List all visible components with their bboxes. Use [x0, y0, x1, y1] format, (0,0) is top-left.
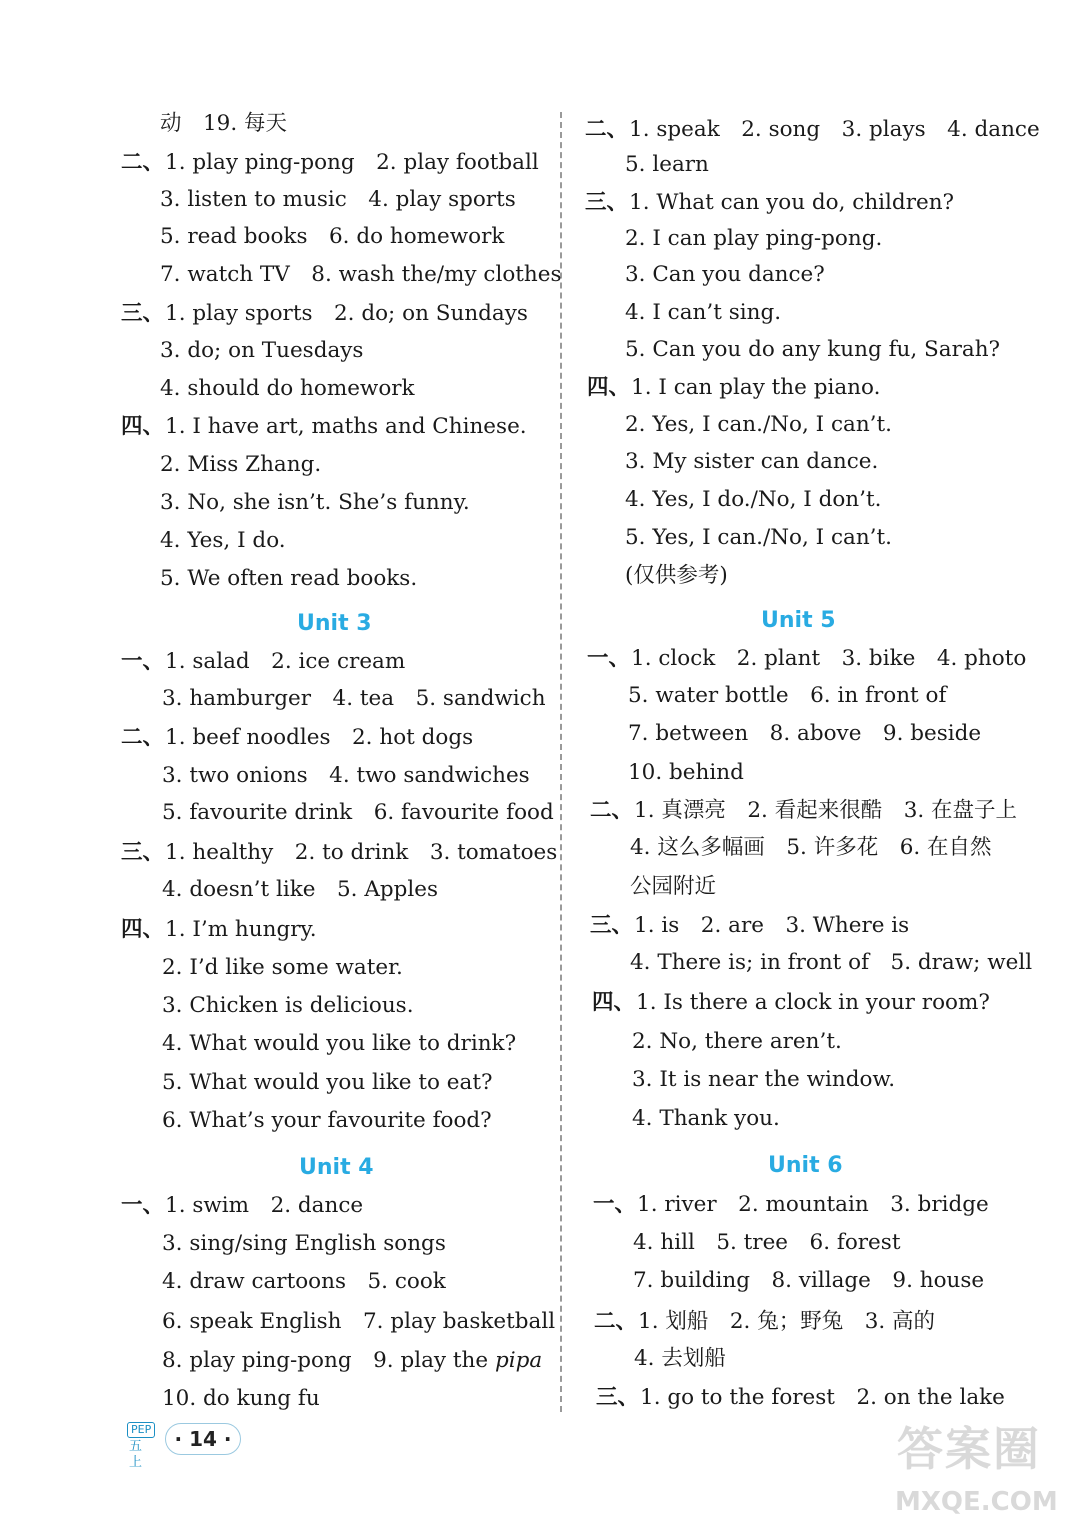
answer-line: 3. No, she isn’t. She’s funny.	[160, 490, 470, 515]
answer-line: 5. water bottle 6. in front of	[628, 683, 947, 708]
answer-line: 3. It is near the window.	[632, 1067, 896, 1092]
reference-note: (仅供参考)	[625, 563, 728, 588]
answer-line: 4. I can’t sing.	[625, 300, 782, 325]
answer-line: 5. learn	[625, 152, 709, 177]
answer-line: 二、1. 划船 2. 兔；野兔 3. 高的	[594, 1309, 936, 1334]
section-marker: 四、	[121, 414, 165, 439]
answer-line: 5. read books 6. do homework	[160, 224, 505, 249]
section-marker: 四、	[592, 990, 636, 1015]
column-divider	[560, 112, 562, 1412]
answer-line: 4. Thank you.	[632, 1106, 780, 1131]
answer-line: 7. watch TV 8. wash the/my clothes	[160, 262, 562, 287]
answer-line: 4. 这么多幅画 5. 许多花 6. 在自然	[630, 835, 992, 860]
section-marker: 二、	[590, 798, 634, 823]
section-marker: 一、	[121, 649, 165, 674]
section-marker: 一、	[587, 646, 631, 671]
unit-heading: Unit 5	[761, 608, 836, 633]
answer-line: 四、1. I’m hungry.	[121, 917, 317, 942]
answer-line: 4. hill 5. tree 6. forest	[633, 1230, 901, 1255]
answer-line: 2. Yes, I can./No, I can’t.	[625, 412, 892, 437]
answer-line: 3. two onions 4. two sandwiches	[162, 763, 530, 788]
answer-line: 2. No, there aren’t.	[632, 1029, 842, 1054]
answer-line: 5. Yes, I can./No, I can’t.	[625, 525, 892, 550]
answer-line: 四、1. Is there a clock in your room?	[592, 990, 990, 1015]
answer-line: 2. I’d like some water.	[162, 955, 403, 980]
answer-line: 4. 去划船	[634, 1346, 726, 1371]
answer-line: 5. We often read books.	[160, 566, 418, 591]
answer-line: 7. building 8. village 9. house	[633, 1268, 985, 1293]
section-marker: 四、	[587, 375, 631, 400]
answer-line: 二、1. 真漂亮 2. 看起来很酷 3. 在盘子上	[590, 798, 1018, 823]
answer-line: 3. do; on Tuesdays	[160, 338, 364, 363]
unit-heading: Unit 6	[768, 1153, 843, 1178]
watermark-logo	[895, 1420, 1065, 1532]
answer-line: 二、1. speak 2. song 3. plays 4. dance	[585, 117, 1040, 142]
answer-line: 4. doesn’t like 5. Apples	[162, 877, 439, 902]
answer-line: 10. do kung fu	[162, 1386, 320, 1411]
section-marker: 二、	[121, 150, 165, 175]
answer-line: 三、1. play sports 2. do; on Sundays	[121, 301, 528, 326]
answer-line: 2. Miss Zhang.	[160, 452, 322, 477]
answer-line: 四、1. I can play the piano.	[587, 375, 881, 400]
answer-line: 4. What would you like to drink?	[162, 1031, 517, 1056]
grade-label: 五上	[129, 1439, 143, 1470]
answer-line: 10. behind	[628, 760, 744, 785]
section-marker: 三、	[585, 190, 629, 215]
section-marker: 三、	[121, 840, 165, 865]
answer-line: 二、1. play ping-pong 2. play football	[121, 150, 539, 175]
section-marker: 二、	[121, 725, 165, 750]
answer-line: 一、1. river 2. mountain 3. bridge	[593, 1192, 989, 1217]
section-marker: 二、	[594, 1309, 638, 1334]
section-marker: 三、	[121, 301, 165, 326]
answer-line: 2. I can play ping-pong.	[625, 226, 883, 251]
answer-line: 4. There is; in front of 5. draw; well	[630, 950, 1033, 975]
answer-line: 四、1. I have art, maths and Chinese.	[121, 414, 527, 439]
answer-line: 5. What would you like to eat?	[162, 1070, 493, 1095]
answer-line: 动 19. 每天	[160, 111, 288, 136]
answer-line: 8. play ping-pong 9. play the pipa	[162, 1348, 543, 1373]
section-marker: 四、	[121, 917, 165, 942]
watermark-url: MXQE.COM	[895, 1487, 1058, 1517]
answer-line: 3. hamburger 4. tea 5. sandwich	[162, 686, 546, 711]
answer-line: 5. favourite drink 6. favourite food	[162, 800, 554, 825]
answer-line: 3. Chicken is delicious.	[162, 993, 414, 1018]
answer-line: 三、1. healthy 2. to drink 3. tomatoes	[121, 840, 558, 865]
answer-line: 3. My sister can dance.	[625, 449, 879, 474]
answer-line: 5. Can you do any kung fu, Sarah?	[625, 337, 1001, 362]
answer-line: 一、1. salad 2. ice cream	[121, 649, 406, 674]
answer-line: 4. draw cartoons 5. cook	[162, 1269, 446, 1294]
page-number: · 14 ·	[165, 1423, 241, 1455]
answer-line: 一、1. clock 2. plant 3. bike 4. photo	[587, 646, 1027, 671]
answer-line: 3. listen to music 4. play sports	[160, 187, 516, 212]
answer-line: 7. between 8. above 9. beside	[628, 721, 982, 746]
section-marker: 三、	[590, 913, 634, 938]
answer-line: 3. Can you dance?	[625, 262, 825, 287]
answer-line: 4. Yes, I do./No, I don’t.	[625, 487, 882, 512]
answer-line: 三、1. What can you do, children?	[585, 190, 955, 215]
answer-line: 4. Yes, I do.	[160, 528, 286, 553]
answer-line: 三、1. go to the forest 2. on the lake	[596, 1385, 1005, 1410]
answer-line: 4. should do homework	[160, 376, 415, 401]
unit-heading: Unit 4	[299, 1155, 374, 1180]
answer-line: 6. speak English 7. play basketball	[162, 1309, 556, 1334]
edition-badge: PEP	[127, 1422, 155, 1438]
watermark-text: 答案圈	[897, 1422, 1041, 1476]
answer-line: 一、1. swim 2. dance	[121, 1193, 364, 1218]
answer-line: 3. sing/sing English songs	[162, 1231, 446, 1256]
unit-heading: Unit 3	[297, 611, 372, 636]
section-marker: 一、	[121, 1193, 165, 1218]
answer-line: 公园附近	[630, 874, 717, 899]
answer-line: 二、1. beef noodles 2. hot dogs	[121, 725, 474, 750]
italic-term: pipa	[494, 1348, 543, 1373]
answer-line: 6. What’s your favourite food?	[162, 1108, 492, 1133]
section-marker: 三、	[596, 1385, 640, 1410]
answer-line: 三、1. is 2. are 3. Where is	[590, 913, 910, 938]
section-marker: 二、	[585, 117, 629, 142]
section-marker: 一、	[593, 1192, 637, 1217]
